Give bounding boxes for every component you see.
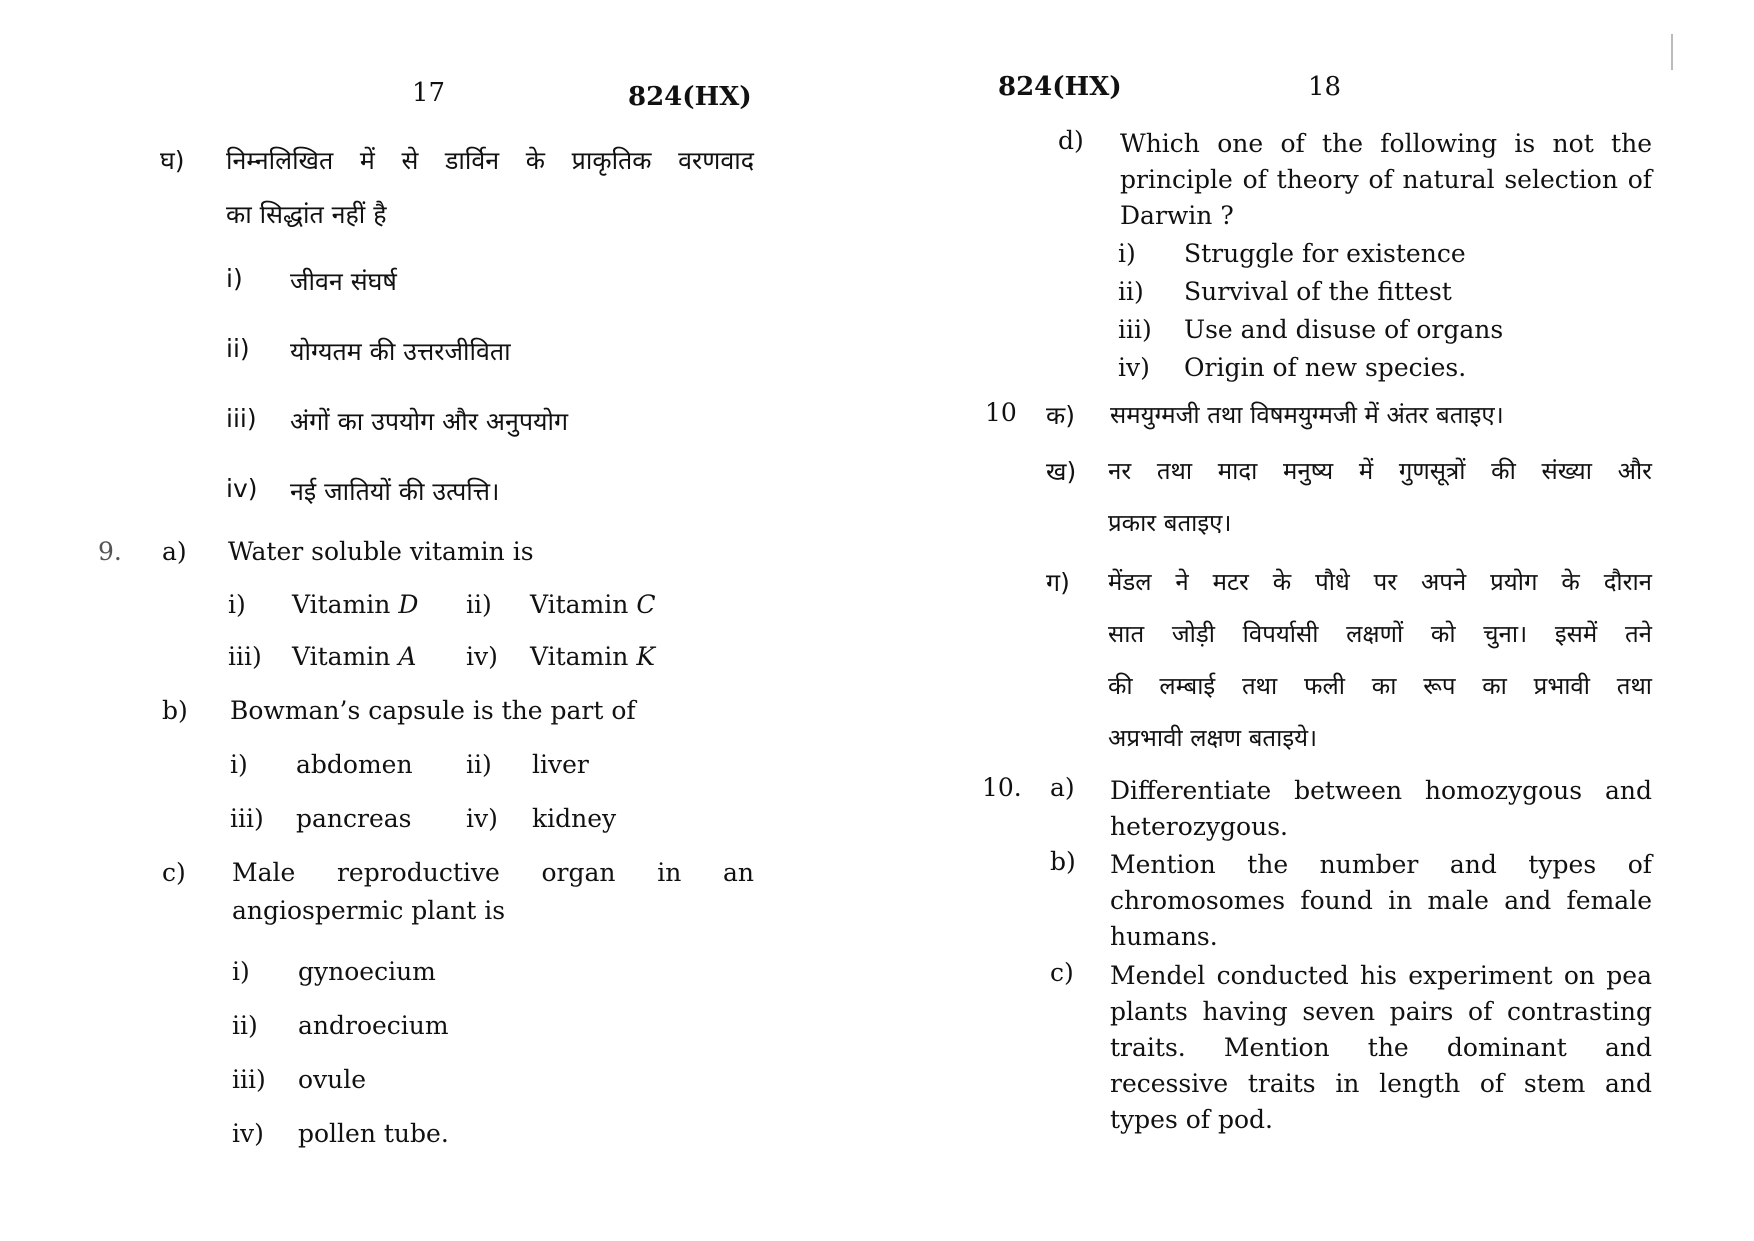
question-9c-line2: angiospermic plant is: [232, 896, 506, 925]
option-number: i): [226, 264, 243, 293]
question-10a-label: a): [1050, 773, 1075, 802]
option-number: i): [1118, 239, 1136, 268]
question-10b-text: Mention the number and types of chromosomes found in male and female humans.: [1110, 850, 1652, 951]
question-9c-line1: Male reproductive organ in an: [232, 858, 754, 887]
question-9b-text: Bowman’s capsule is the part of: [230, 696, 636, 725]
question-10-english-number: 10.: [982, 773, 1022, 802]
question-9-number: 9.: [98, 537, 122, 566]
question-10kha-line1: नर तथा मादा मनुष्य में गुणसूत्रों की संख्या और: [1108, 457, 1652, 485]
option-text: androecium: [298, 1011, 449, 1040]
option-text: Vitamin C: [530, 590, 656, 619]
question-9a-label: a): [162, 537, 187, 566]
option-text: kidney: [532, 804, 617, 833]
question-10kha-line2: प्रकार बताइए।: [1108, 509, 1232, 537]
question-10-hindi-number: 10: [985, 398, 1017, 427]
option-number: ii): [1118, 277, 1144, 306]
option-text: abdomen: [296, 750, 413, 779]
question-10c-label: c): [1050, 958, 1074, 987]
option-number: ii): [232, 1011, 258, 1040]
option-number: iv): [226, 474, 258, 503]
option-number: i): [228, 590, 246, 619]
option-text: Use and disuse of organs: [1184, 315, 1504, 344]
option-number: i): [230, 750, 248, 779]
option-text: Vitamin D: [292, 590, 419, 619]
question-9c-label: c): [162, 858, 186, 887]
question-10ga-line2: सात जोड़ी विपर्यासी लक्षणों को चुना। इसमें तने: [1108, 620, 1652, 648]
left-paper-code: 824(HX): [628, 82, 752, 112]
option-text: liver: [532, 750, 589, 779]
question-10b-label: b): [1050, 847, 1076, 876]
option-text: Survival of the fittest: [1184, 277, 1452, 306]
question-8d-label: d): [1058, 126, 1084, 155]
question-10ga-line3: की लम्बाई तथा फली का रूप का प्रभावी तथा: [1108, 672, 1652, 700]
option-text: Struggle for existence: [1184, 239, 1466, 268]
option-text: gynoecium: [298, 957, 436, 986]
scan-edge-mark: [1671, 34, 1673, 70]
question-10ga-label: ग): [1046, 568, 1070, 597]
question-10ka-text: समयुग्मजी तथा विषमयुग्मजी में अंतर बताइए।: [1110, 401, 1504, 429]
question-10c-text: Mendel conducted his experiment on pea plants having seven pairs of contrasting traits. Mention the dominant and recessive traits in length of stem and types of pod.: [1110, 961, 1652, 1134]
option-text: Vitamin A: [292, 642, 417, 671]
right-paper-code: 824(HX): [998, 72, 1122, 102]
option-text: योग्यतम की उत्तरजीविता: [290, 337, 511, 366]
question-8d-text: Which one of the following is not the principle of theory of natural selection of Darwin ?: [1120, 129, 1652, 230]
option-number: iii): [1118, 315, 1152, 344]
question-8gha-line1: निम्नलिखित में से डार्विन के प्राकृतिक वरणवाद: [226, 146, 754, 175]
option-number: ii): [226, 334, 250, 363]
option-text: अंगों का उपयोग और अनुपयोग: [290, 407, 569, 436]
question-10kha-label: ख): [1046, 457, 1077, 486]
question-10ga-line1: मेंडल ने मटर के पौधे पर अपने प्रयोग के दौरान: [1108, 568, 1652, 596]
option-text: जीवन संघर्ष: [290, 267, 397, 296]
option-number: iii): [232, 1065, 266, 1094]
option-number: iv): [466, 642, 498, 671]
option-number: iii): [226, 404, 257, 433]
option-text: Origin of new species.: [1184, 353, 1467, 382]
option-text: ovule: [298, 1065, 367, 1094]
option-number: iv): [232, 1119, 264, 1148]
option-number: iii): [228, 642, 262, 671]
option-number: iv): [1118, 353, 1150, 382]
question-8gha-label: घ): [160, 146, 185, 175]
question-10ka-label: क): [1046, 401, 1075, 430]
question-9a-text: Water soluble vitamin is: [228, 537, 534, 566]
option-text: pancreas: [296, 804, 412, 833]
option-number: ii): [466, 590, 492, 619]
question-9b-label: b): [162, 696, 188, 725]
question-10ga-line4: अप्रभावी लक्षण बताइये।: [1108, 724, 1318, 752]
right-page-number: 18: [1308, 72, 1342, 102]
option-number: iv): [466, 804, 498, 833]
option-text: Vitamin K: [530, 642, 655, 671]
option-text: नई जातियों की उत्पत्ति।: [290, 477, 500, 506]
left-page-number: 17: [412, 78, 446, 108]
option-text: pollen tube.: [298, 1119, 449, 1148]
question-10a-text: Differentiate between homozygous and heterozygous.: [1110, 776, 1652, 841]
option-number: iii): [230, 804, 264, 833]
option-number: ii): [466, 750, 492, 779]
option-number: i): [232, 957, 250, 986]
question-8gha-line2: का सिद्धांत नहीं है: [226, 200, 387, 229]
